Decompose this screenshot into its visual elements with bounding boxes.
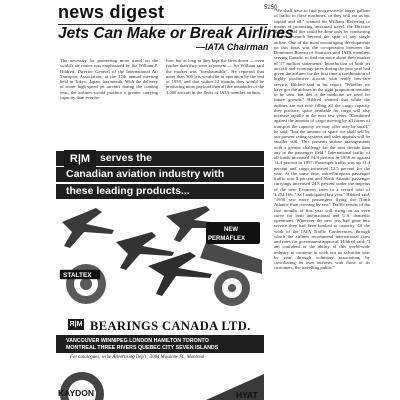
cities-line-2: MONTREAL THREE RIVERS QUEBEC CITY SEVEN ISLANDS [66,345,219,351]
label-staltex-text: STALTEX [63,272,92,279]
article-column-middle: fore, but as long as they kept the fares down — even further than they were at present — Sir William said the market was "inexhaustible". He reported that more than 300 jets would be in operation by the end of 1959, and that within 12 months they would be producing more payload than all the remainder of the 3,000 aircraft in the fleets of IATA member airlines. [166,58,264,95]
catalog-note: For catalogues, write Advertising Dep't., 3084 Masonne St., Montreal [70,355,205,360]
bearing-illustration-bottom [56,364,264,400]
aircraft-illustration [56,202,264,314]
label-new-text: NEW [224,227,238,233]
company-name: BEARINGS CANADA LTD. [90,319,251,333]
headline: Jets Can Make or Break Airlines [58,25,294,42]
rm-logo-small: R|M [69,321,83,328]
subhead: —IATA Chairman [196,42,269,52]
banner-text-2: Canadian aviation industry with [66,168,225,180]
banner-text-1: serves the [100,152,152,164]
article-column-left: The necessity for pioneering more travel on the world's air routes was emphasized by Sir William P. Hildred, Director General of the International Air Transport Association, at the 15th annual meeting held in Tokyo, Japan, last month. With the delivery of more high-speed jet aircraft during the coming year, the airlines would produce a greater carrying capacity than ever be- [60,58,158,100]
cities-line-1: VANCOUVER WINNIPEG LONDON HAMILTON TORONTO [66,338,209,344]
page-number: 5250 [264,5,278,11]
label-kaydon-text: KAYDON [58,388,95,398]
advertisement [56,140,264,400]
label-permaflex-text: PERMAFLEX [208,236,246,242]
bearing-illustration-right [214,270,250,306]
rm-logo: R|M [64,150,96,167]
label-hyat-text: HYAT [236,390,258,400]
section-title: news digest [58,2,165,22]
banner-text-3: these leading products... [66,185,190,197]
article-column-right: "We shall have to find progressively larger gallons of traffic to these machines, or they will eat us up, capital and all," warned Sir William. Referring to means of promoting increased travel, the Director General said this could be done only by conducting market research beyond the span of any single airline. One of the most encouraging developments on this basis was the co-operation between the Dominion Bureau of Statistics and IATA members serving Canada, to find out more about their market of 17 million statements. Introduction of both jet aircraft and economy fares during the past year had given the airlines for the first time a combination of highly productive aircraft with really low-fare service, Hildred said in his report. "Whether we have got the airlines in the right proportion remains to be seen, but this is the medicine we need for future growth." Hildred warned that while the airlines are not now filling all the cargo capacity they produce, space available for cargo will also increase rapidly in the next few years. "Combined against the amount of cargo moving by all forms of transport the capacity we may offer may be small," he said, "but the amount of space we shall sell by our present rating systems and sales appeals will be smaller still. This presents airline managements with a greater challenge for the next decade than any in the passenger field." International traffic of all kinds increased 14.8 percent in 1958 as against 14.4 percent in 1957. Passenger traffic was up 11.4 percent and cargo increased 12.5 percent for the year. At the same time, intra-European passenger traffic rose 8 percent and North Atlantic passenger carryings increased 24.8 percent under the impetus of the new Economy fares to a record total of 1,252,166. "As I anticipated last year," Hildred said, "1958 saw more passengers flying the North Atlantic than crossing by sea." Traffic results of the first months of this year will rising on an even curve for both international and U.S. domestic operations. Wherever the new jets had gone into service they had been booked to capacity. Of the work of the IATA Traffic Conferences, through which the airlines recommend international fares and rates for government approval, Hildred said: "I am confident of the ability of this world-wide industry to continue to work out its salvation year by year through voluntary association, by conciliating its own interests with those of its customers, the travelling public." [274,8,370,271]
